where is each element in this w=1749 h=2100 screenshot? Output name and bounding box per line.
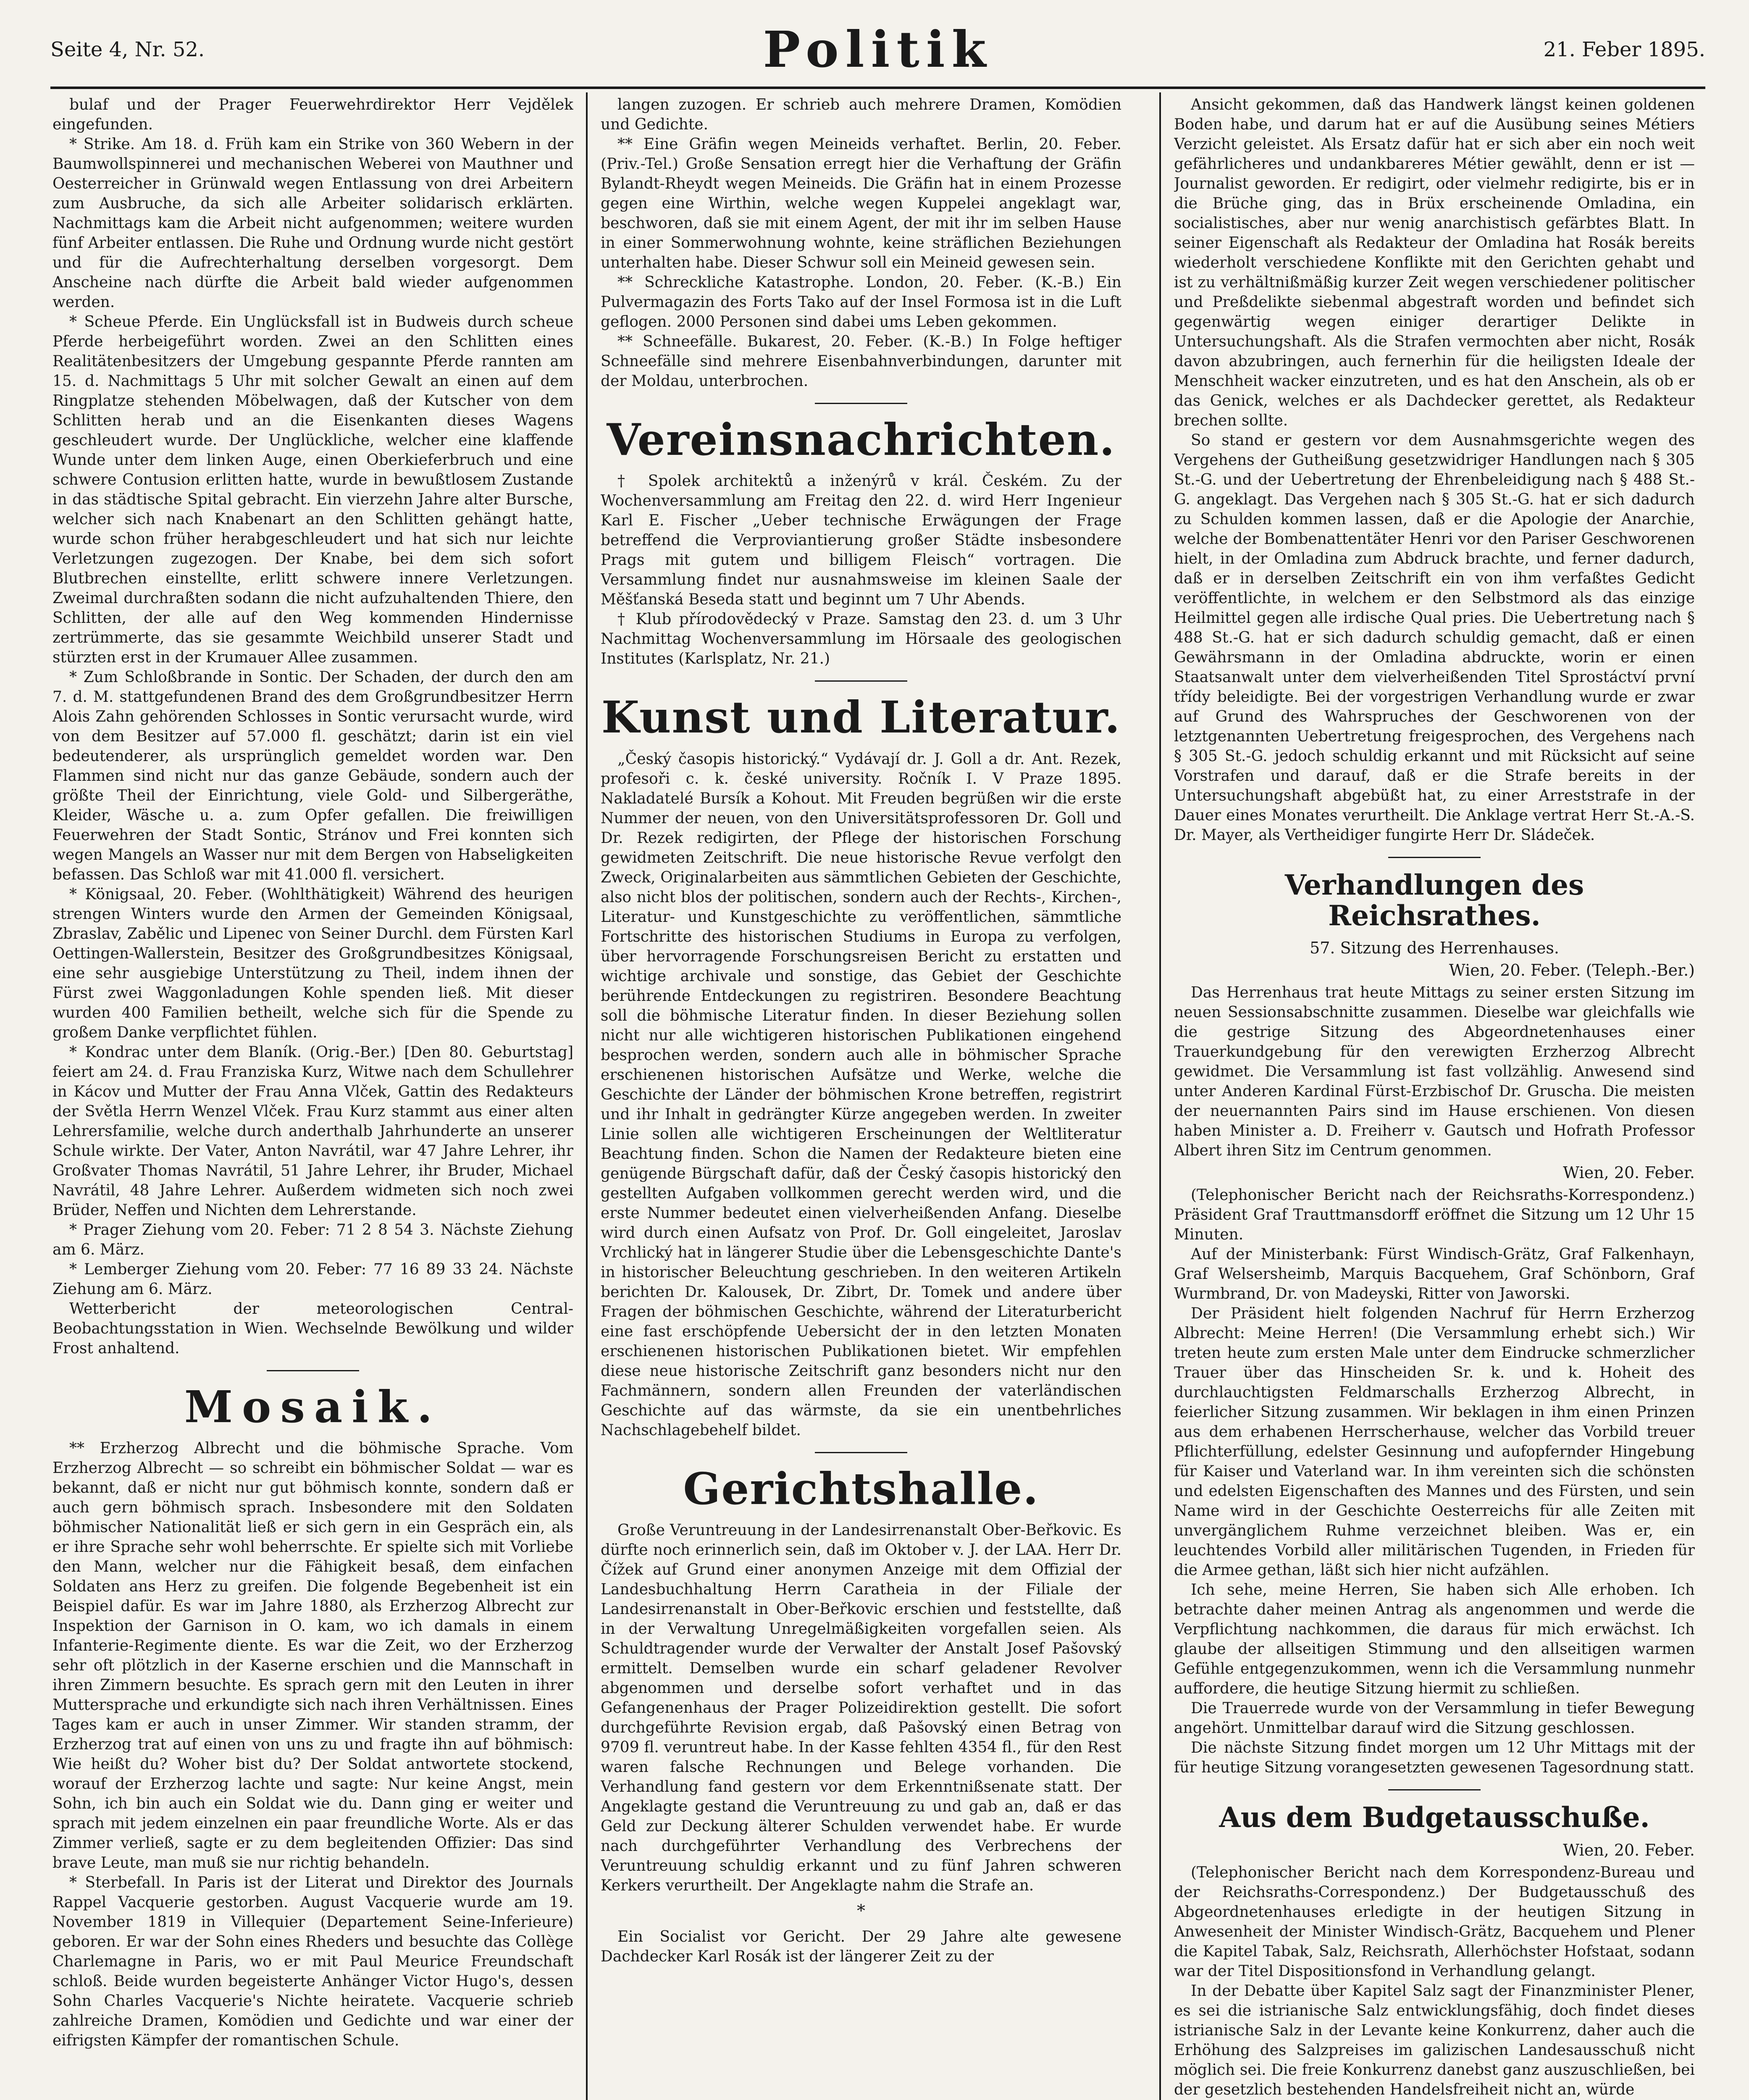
dateline: Wien, 20. Feber.	[1563, 1840, 1695, 1859]
dateline: Wien, 20. Feber.	[1563, 1163, 1695, 1182]
article-paragraph: * Prager Ziehung vom 20. Feber: 71 2 8 54 3. Nächste Ziehung am 6. März.	[53, 1221, 573, 1258]
article-paragraph: Ein Socialist vor Gericht. Der 29 Jahre alte gewesene Dachdecker Karl Rosák ist der längerer Zeit zu der	[601, 1928, 1121, 1966]
page-header	[50, 17, 1705, 80]
article-paragraph: * Königsaal, 20. Feber. (Wohlthätigkeit) Während des heurigen strengen Winters wurde den Armen der Gemeinden Königsaal, Zbraslav, Zabělic und Lipenec von Seiner Durchl. dem Fürsten Karl Oettingen-Wallerstein, Besitzer des Großgrundbesitzes Königsaal, eine sehr ausgiebige Unterstützung zu Theil, indem ihnen der Fürst zwei Waggonladungen Kohle spenden ließ. Mit dieser wurden 400 Familien betheilt, welche sich für die Spende zu großem Danke verpflichtet fühlen.	[53, 886, 573, 1041]
article-paragraph: † Spolek architektů a inženýrů v král. Českém. Zu der Wochenversammlung am Freitag den 22. d. wird Herr Ingenieur Karl E. Fischer „Ueber technische Erwägungen der Frage betreffend die Verproviantierung großer Städte insbesondere Prags mit gutem und billigem Fleisch“ vortragen. Die Versammlung findet nur ausnahmsweise im kleinen Saale der Měšťanská Beseda statt und beginnt um 7 Uhr Abends.	[601, 472, 1121, 609]
section-rule	[1388, 1789, 1481, 1790]
article-paragraph: ** Erzherzog Albrecht und die böhmische Sprache. Vom Erzherzog Albrecht — so schreibt ein böhmischer Soldat — war es bekannt, daß er nicht nur gut böhmisch konnte, sondern daß er auch gern böhmisch sprach. Insbesondere mit den Soldaten böhmischer Nationalität ließ er sich gern in ein Gespräch ein, als er ihre Sprache sehr wohl beherrschte. Er spielte sich mit Vorliebe den Mann, welcher nur die Fähigkeit besaß, dem einfachen Soldaten ans Herz zu greifen. Die folgende Begebenheit ist ein Beispiel dafür. Es war im Jahre 1880, als Erzherzog Albrecht zur Inspektion der Garnison in O. kam, wo ich damals in einem Infanterie-Regimente diente. Es war die Zeit, wo der Erzherzog sehr oft plötzlich in der Kaserne erschien und die Mannschaft in ihren Zimmern besuchte. Es sprach gern mit den Leuten in ihrer Muttersprache und erkundigte sich nach ihren Verhältnissen. Eines Tages kam er auch in unser Zimmer. Wir standen stramm, der Erzherzog trat auf einen von uns zu und fragte ihn auf böhmisch: Wie heißt du? Woher bist du? Der Soldat antwortete stockend, worauf der Erzherzog lachte und sagte: Nur keine Angst, mein Sohn, ich bin auch ein Soldat wie du. Dann ging er weiter und sprach mit jedem einzelnen ein paar freundliche Worte. Als er das Zimmer verließ, sagte er zu dem begleitenden Offizier: Das sind brave Leute, man muß sie nur richtig behandeln.	[53, 1440, 573, 1872]
article-paragraph: * Lemberger Ziehung vom 20. Feber: 77 16 89 33 24. Nächste Ziehung am 6. März.	[53, 1261, 573, 1298]
section-rule	[815, 1452, 907, 1453]
article-paragraph: ** Schreckliche Katastrophe. London, 20. Feber. (K.-B.) Ein Pulvermagazin des Forts Tako auf der Insel Formosa ist in die Luft geflogen. 2000 Personen sind dabei ums Leben gekommen.	[601, 274, 1121, 331]
section-heading-reichsrath: Verhandlungen des Reichsrathes.	[1284, 869, 1584, 932]
section-rule	[1388, 857, 1481, 858]
article-paragraph: Ansicht gekommen, daß das Handwerk längst keinen goldenen Boden habe, und darum hat er auf die Ausübung seines Métiers Verzicht geleistet. Als Ersatz dafür hat er sich aber ein noch weit gefährlicheres und undankbareres Métier gewählt, denn er ist — Journalist geworden. Er redigirt, oder vielmehr redigirte, bis er in die Brüche ging, das in Brüx erscheinende Omladina, ein socialistisches, aber nur wenig anarchistisch gefärbtes Blatt. In seiner Eigenschaft als Redakteur der Omladina hat Rosák bereits wiederholt verschiedene Konflikte mit den Gerichten gehabt und ist zu verhältnißmäßig kurzer Zeit wegen verschiedener politischer und Preßdelikte siebenmal abgestraft worden und befindet sich gegenwärtig wegen einiger derartiger Delikte in Untersuchungshaft. Als die Strafen vermochten aber nicht, Rosák davon abzubringen, auch fernerhin für die heiligsten Ideale der Menschheit wacker einzutreten, und es hat den Anschein, als ob er das Genick, welches er als Dachdecker gerettet, als Redakteur brechen sollte.	[1174, 96, 1695, 429]
article-paragraph: * Zum Schloßbrande in Sontic. Der Schaden, der durch den am 7. d. M. stattgefundenen Brand des dem Großgrundbesitzer Herrn Alois Zahn gehörenden Schlosses in Sontic verursacht wurde, wird von dem Besitzer auf 57.000 fl. geschätzt; darin ist ein viel bedeutenderer, als ursprünglich gemeldet worden war. Den Flammen sind nicht nur das ganze Gebäude, sondern auch der größte Theil der Einrichtung, viele Gold- und Silbergeräthe, Kleider, Wäsche u. a. zum Opfer gefallen. Die freiwilligen Feuerwehren der Stadt Sontic, Stránov und Frei konnten sich wegen Mangels an Wasser nur mit dem Bergen von Habseligkeiten befassen. Das Schloß war mit 41.000 fl. versichert.	[53, 669, 573, 883]
section-title: Politik	[763, 20, 993, 79]
column-divider	[1159, 92, 1161, 2100]
article-paragraph: † Klub přírodovědecký v Praze. Samstag den 23. d. um 3 Uhr Nachmittag Wochenversammlung im Hörsaale des geologischen Institutes (Karlsplatz, Nr. 21.)	[601, 611, 1121, 668]
article-paragraph: Die nächste Sitzung findet morgen um 12 Uhr Mittags mit der für heutige Sitzung vorangesetzten gewesenen Tagesordnung statt.	[1174, 1739, 1695, 1777]
section-subheading: 57. Sitzung des Herrenhauses.	[1310, 939, 1559, 958]
section-rule	[815, 403, 907, 404]
column-1	[53, 95, 573, 2100]
article-paragraph: * Scheue Pferde. Ein Unglücksfall ist in Budweis durch scheue Pferde herbeigeführt worden. Zwei an den Schlitten eines Realitätenbesitzers der Umgebung gespannte Pferde rannten am 15. d. Nachmittags 5 Uhr mit solcher Gewalt an einen auf dem Ringplatze stehenden Möbelwagen, daß der Kutscher von dem Schlitten herab und an die Eisenkanten dieses Wagens geschleudert wurde. Der Unglückliche, welcher eine klaffende Wunde unter dem linken Auge, einen Oberkieferbruch und eine schwere Contusion erlitten hatte, wurde in bewußtlosem Zustande in das städtische Spital gebracht. Ein vierzehn Jahre alter Bursche, welcher sich nach Knabenart an den Schlitten gehängt hatte, wurde schon früher herabgeschleudert und hat sich nur leichte Verletzungen zugezogen. Der Knabe, bei dem sich sofort Blutbrechen einstellte, erlitt schwere innere Verletzungen. Zweimal durchraßten sodann die nicht aufzuhaltenden Thiere, den Schlitten, der alle auf den Weg kommenden Hindernisse zertrümmerte, das sie gesammte Weichbild unserer Stadt und stürzten erst in der Krumauer Allee zusammen.	[53, 313, 573, 666]
article-paragraph: * Kondrac unter dem Blaník. (Orig.-Ber.) [Den 80. Geburtstag] feiert am 24. d. Frau Franziska Kurz, Witwe nach dem Schullehrer in Kácov und Mutter der Frau Anna Vlček, Gattin des Redakteurs der Světla Herrn Wenzel Vlček. Frau Kurz stammt aus einer alten Lehrersfamilie, welche durch anderthalb Jahrhunderte an unserer Schule wirkte. Der Vater, Anton Navrátil, war 47 Jahre Lehrer, ihr Großvater Thomas Navrátil, 51 Jahre Lehrer, ihr Bruder, Michael Navrátil, 48 Jahre Lehrer. Außerdem widmeten sich noch zwei Brüder, Neffen und Nichten dem Lehrerstande.	[53, 1044, 573, 1219]
issue-date: 21. Feber 1895.	[1543, 38, 1705, 61]
article-paragraph: „Český časopis historický.“ Vydávají dr. J. Goll a dr. Ant. Rezek, profesoři c. k. české university. Ročník I. V Praze 1895. Nakladatelé Bursík a Kohout. Mit Freuden begrüßen wir die erste Nummer der neuen, von den Universitätsprofessoren Dr. Goll und Dr. Rezek redigirten, der Pflege der historischen Forschung gewidmeten Zeitschrift. Die neue historische Revue verfolgt den Zweck, Originalarbeiten aus sämmtlichen Gebieten der Geschichte, also nicht blos der politischen, sondern auch der Rechts-, Kirchen-, Literatur- und Kunstgeschichte zu veröffentlichen, sämmtliche Fortschritte des historischen Studiums in Europa zu verfolgen, über hervorragende Forschungsreisen Bericht zu erstatten und wichtige archivale und sonstige, das Gebiet der Geschichte berührende Entdeckungen zu registriren. Besondere Beachtung soll die böhmische Literatur finden. In dieser Beziehung sollen nicht nur alle wichtigeren historischen Publikationen eingehend besprochen werden, sondern auch alle in böhmischer Sprache erschienenen historischen Aufsätze und Werke, welche die Geschichte der Länder der böhmischen Krone betreffen, registrirt und ihr Inhalt in gedrängter Kürze angegeben werden. In zweiter Linie sollen alle wichtigeren Erscheinungen der Weltliteratur Beachtung finden. Schon die Namen der Redakteure bieten eine genügende Bürgschaft dafür, daß der Český časopis historický den gestellten Aufgaben vollkommen gerecht werden wird, und die erste Nummer bedeutet einen vielverheißenden Anfang. Dieselbe wird durch einen Aufsatz von Prof. Dr. Goll eingeleitet, Jaroslav Vrchlický hat in längerer Studie über die Lebensgeschichte Dante's in historischer Beleuchtung geschrieben. In den weiteren Artikeln berichten Dr. Kalousek, Dr. Zibrt, Dr. Tomek und andere über Fragen der böhmischen Geschichte, während der Literaturbericht eine fast erschöpfende Uebersicht der in den letzten Monaten erschienenen historischen Publikationen bietet. Wir empfehlen diese neue historische Zeitschrift ganz besonders nicht nur den Fachmännern, sondern allen Freunden der vaterländischen Geschichte auf das wärmste, da sie ein unentbehrliches Nachschlagebehelf bildet.	[601, 750, 1121, 1439]
article-paragraph: So stand er gestern vor dem Ausnahmsgerichte wegen des Vergehens der Gutheißung gesetzwidriger Handlungen nach § 305 St.-G. und der Uebertretung der Ehrenbeleidigung nach § 488 St.-G. angeklagt. Das Vergehen nach § 305 St.-G. hat er sich dadurch zu Schulden kommen lassen, daß er die Apologie der Anarchie, welche der Bombenattentäter Henri vor den Pariser Geschworenen hielt, in der Omladina zum Abdruck brachte, und ferner dadurch, daß er in derselben Zeitschrift ein von ihm verfaßtes Gedicht veröffentlichte, in welchem er den Selbstmord als das einzige Heilmittel gegen alle irdische Qual pries. Die Uebertretung nach § 488 St.-G. hat er sich dadurch schuldig gemacht, daß er einen Gewährsmann in der Omladina abdruckte, worin er einen Staatsanwalt unter dem vielverheißenden Titel Sprostáctví první třídy beleidigte. Bei der vorgestrigen Verhandlung wurde er zwar auf Grund des Wahrspruches der Geschworenen von der letztgenannten Uebertretung freigesprochen, des Vergehens nach § 305 St.-G. jedoch schuldig erkannt und mit Rücksicht auf seine Vorstrafen und darauf, daß er die Strafe bereits in der Untersuchungshaft abgebüßt hat, zu einer Arreststrafe in der Dauer eines Monates verurtheilt. Die Anklage vertrat Herr St.-A.-S. Dr. Mayer, als Vertheidiger fungirte Herr Dr. Sládeček.	[1174, 432, 1695, 844]
article-paragraph: Wetterbericht der meteorologischen Central-Beobachtungsstation in Wien. Wechselnde Bewölkung und wilder Frost anhaltend.	[53, 1300, 573, 1357]
separator-star: *	[857, 1901, 865, 1921]
column-2	[601, 95, 1121, 2100]
header-rule	[50, 87, 1705, 89]
article-paragraph: Ich sehe, meine Herren, Sie haben sich Alle erhoben. Ich betrachte daher meinen Antrag als angenommen und werde die Verpflichtung nachkommen, die daraus für mich erwächst. Ich glaube der allseitigen Stimmung und den allseitigen warmen Gefühle entgegenzukommen, wenn ich die Versammlung nunmehr auffordere, die heutige Sitzung hiermit zu schließen.	[1174, 1581, 1695, 1698]
page-number: Seite 4, Nr. 52.	[50, 38, 205, 61]
article-paragraph: Der Präsident hielt folgenden Nachruf für Herrn Erzherzog Albrecht: Meine Herren! (Die Versammlung erhebt sich.) Wir treten heute zum ersten Male unter dem Eindrucke schmerzlicher Trauer über das Hinscheiden Sr. k. und k. Hoheit des durchlauchtigsten Feldmarschalls Erzherzog Albrecht, in feierlicher Sitzung zusammen. Wir beklagen in ihm einen Prinzen aus dem erhabenen Herrscherhause, welcher das Vorbild treuer Pflichterfüllung, edelster Gesinnung und aufopfernder Hingebung für Kaiser und Vaterland war. In ihm vereinten sich die schönsten und edelsten Eigenschaften des Mannes und des Fürsten, und sein Name wird in der Geschichte Oesterreichs für alle Zeiten mit unvergänglichem Ruhme verzeichnet bleiben. Was er, ein leuchtendes Vorbild aller militärischen Tugenden, in Frieden für die Armee gethan, läßt sich hier nicht aufzählen.	[1174, 1305, 1695, 1579]
article-paragraph: (Telephonischer Bericht nach dem Korrespondenz-Bureau und der Reichsraths-Correspondenz.) Der Budgetausschuß des Abgeordnetenhauses erledigte in der heutigen Sitzung in Anwesenheit der Minister Windisch-Grätz, Bacquehem und Plener die Kapitel Tabak, Salz, Reichsrath, Allerhöchster Hofstaat, sodann war der Titel Dispositionsfond in Verhandlung gelangt.	[1174, 1864, 1695, 1980]
article-paragraph: * Sterbefall. In Paris ist der Literat und Direktor des Journals Rappel Vacquerie gestorben. August Vacquerie wurde am 19. November 1819 in Villequier (Departement Seine-Inferieure) geboren. Er war der Sohn eines Rheders und besuchte das Collège Charlemagne in Paris, wo er mit Paul Meurice Freundschaft schloß. Beide wurden begeisterte Anhänger Victor Hugo's, dessen Sohn Charles Vacquerie's Nichte heiratete. Vacquerie schrieb zahlreiche Dramen, Komödien und Gedichte und war einer der eifrigsten Kämpfer der romantischen Schule.	[53, 1874, 573, 2050]
article-paragraph: Das Herrenhaus trat heute Mittags zu seiner ersten Sitzung im neuen Sessionsabschnitte zusammen. Dieselbe war gleichfalls wie die gestrige Sitzung des Abgeordnetenhauses einer Trauerkundgebung für den verewigten Erzherzog Albrecht gewidmet. Die Versammlung ist fast vollzählig. Anwesend sind unter Anderen Kardinal Fürst-Erzbischof Dr. Gruscha. Die meisten der neuernannten Pairs sind im Hause erschienen. Von diesen haben Minister a. D. Freiherr v. Gautsch und Hofrath Professor Albert ihren Sitz im Centrum genommen.	[1174, 984, 1695, 1160]
section-heading-gerichtshalle: Gerichtshalle.	[683, 1462, 1039, 1515]
section-heading-vereinsnachrichten: Vereinsnachrichten.	[607, 414, 1116, 465]
article-paragraph: Auf der Ministerbank: Fürst Windisch-Grätz, Graf Falkenhayn, Graf Welsersheimb, Marquis Bacquehem, Graf Schönborn, Graf Wurmbrand, Dr. von Madeyski, Ritter von Jaworski.	[1174, 1246, 1695, 1303]
article-paragraph: bulaf und der Prager Feuerwehrdirektor Herr Vejdělek eingefunden.	[53, 96, 573, 133]
section-rule	[815, 680, 907, 682]
section-heading-kunst: Kunst und Literatur.	[601, 691, 1121, 743]
article-paragraph: In der Debatte über Kapitel Salz sagt der Finanzminister Plener, es sei die istrianische Salz entwicklungsfähig, doch findet dieses istrianische Salz in der Levante keine Konkurrenz, daher auch die Erhöhung des Salzpreises im galizischen Landesausschuß nicht möglich sei. Die freie Konkurrenz danebst ganz auszuschließen, bei der gesetzlich bestehenden Handelsfreiheit nicht an, würde	[1174, 1982, 1695, 2098]
article-paragraph: Die Trauerrede wurde von der Versammlung in tiefer Bewegung angehört. Unmittelbar darauf wird die Sitzung geschlossen.	[1174, 1700, 1695, 1737]
article-paragraph: langen zuzogen. Er schrieb auch mehrere Dramen, Komödien und Gedichte.	[601, 96, 1121, 133]
section-rule	[267, 1370, 359, 1371]
article-paragraph: ** Schneefälle. Bukarest, 20. Feber. (K.-B.) In Folge heftiger Schneefälle sind mehrere Eisenbahnverbindungen, darunter mit der Moldau, unterbrochen.	[601, 333, 1121, 390]
section-heading-mosaik: Mosaik.	[184, 1381, 442, 1433]
column-divider	[586, 92, 588, 2100]
article-paragraph: * Strike. Am 18. d. Früh kam ein Strike von 360 Webern in der Baumwollspinnerei und mechanischen Weberei von Mauthner und Oesterreicher in Grünwald wegen Entlassung von drei Arbeitern zum Ausbruche, da sich alle Arbeiter solidarisch erklärten. Nachmittags kam die Arbeit nicht aufgenommen; weitere wurden fünf Arbeiter entlassen. Die Ruhe und Ordnung wurde nicht gestört und für die Aufrechterhaltung derselben vorgesorgt. Dem Anscheine nach dürfte die Arbeit bald wieder aufgenommen werden.	[53, 136, 573, 311]
article-paragraph: ** Eine Gräfin wegen Meineids verhaftet. Berlin, 20. Feber. (Priv.-Tel.) Große Sensation erregt hier die Verhaftung der Gräfin Bylandt-Rheydt wegen Meineids. Die Gräfin hat in einem Prozesse gegen eine Wirthin, welche wegen Kuppelei angeklagt war, beschworen, daß sie mit einem Agent, der mit ihr im selben Hause in einer Sommerwohnung wohnte, keine sträflichen Beziehungen unterhalten habe. Dieser Schwur soll ein Meineid gewesen sein.	[601, 136, 1121, 271]
section-heading-budget: Aus dem Budgetausschuße.	[1219, 1801, 1650, 1834]
article-paragraph: Große Veruntreuung in der Landesirrenanstalt Ober-Beřkovic. Es dürfte noch erinnerlich sein, daß im Oktober v. J. der LAA. Herr Dr. Čížek auf Grund einer anonymen Anzeige mit dem Offizial der Landesbuchhaltung Herrn Caratheia in der Filiale der Landesirrenanstalt in Ober-Beřkovic erschien und feststellte, daß in der Verwaltung Unregelmäßigkeiten vorgefallen seien. Als Schuldtragender wurde der Verwalter der Anstalt Josef Pašovský ermittelt. Demselben wurde ein scharf geladener Revolver abgenommen und derselbe sofort verhaftet und in das Gefangenenhaus der Prager Polizeidirektion gestellt. Die sofort durchgeführte Revision ergab, daß Pašovský einen Betrag von 9709 fl. veruntreut habe. In der Kasse fehlten 4354 fl., für den Rest waren falsche Rechnungen und Belege vorhanden. Die Verhandlung fand gestern vor dem Erkenntnißsenate statt. Der Angeklagte gestand die Veruntreuung zu und gab an, daß er das Geld zur Deckung älterer Schulden verwendet habe. Er wurde nach durchgeführter Verhandlung des Verbrechens der Veruntreuung schuldig erkannt und zu fünf Jahren schweren Kerkers verurtheilt. Der Angeklagte nahm die Strafe an.	[601, 1522, 1121, 1895]
article-paragraph: (Telephonischer Bericht nach der Reichsraths-Korrespondenz.) Präsident Graf Trauttmansdorff eröffnet die Sitzung um 12 Uhr 15 Minuten.	[1174, 1186, 1695, 1244]
dateline: Wien, 20. Feber. (Teleph.-Ber.)	[1449, 961, 1695, 980]
column-3	[1174, 95, 1695, 2100]
